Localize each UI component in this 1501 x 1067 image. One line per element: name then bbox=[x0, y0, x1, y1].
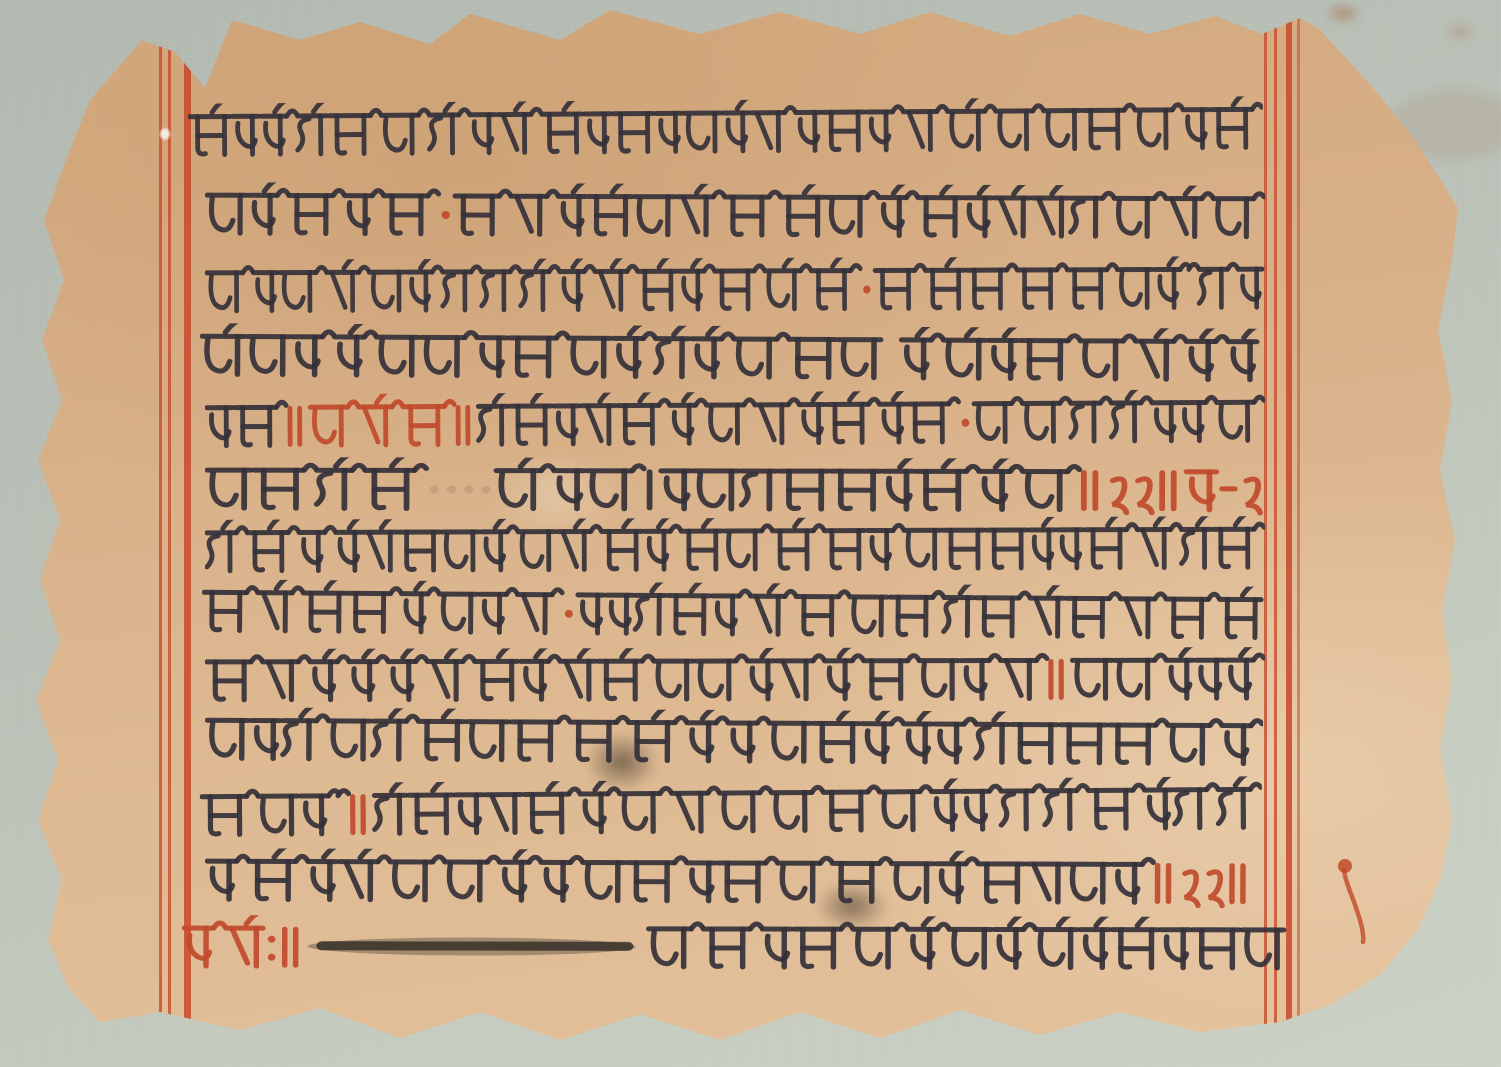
manuscript-line bbox=[205, 516, 1265, 584]
manuscript-line bbox=[202, 579, 1264, 650]
manuscript-line bbox=[205, 707, 1263, 777]
manuscript-line bbox=[205, 848, 1255, 916]
manuscript-line-strokes bbox=[205, 707, 1263, 777]
manuscript-line-strokes bbox=[205, 182, 1265, 250]
folio-number-mark bbox=[1332, 852, 1380, 952]
manuscript-line bbox=[182, 915, 1287, 981]
cloth-stain bbox=[1330, 6, 1356, 20]
manuscript-line-strokes bbox=[202, 579, 1264, 650]
manuscript-line-strokes bbox=[182, 915, 1287, 981]
manuscript-line bbox=[205, 457, 1267, 523]
manuscript-line bbox=[205, 182, 1265, 250]
manuscript-line bbox=[200, 323, 1260, 393]
manuscript-line-strokes bbox=[205, 848, 1255, 916]
manuscript-line-strokes bbox=[200, 776, 1262, 847]
manuscript-line bbox=[200, 776, 1262, 847]
manuscript-line-strokes bbox=[205, 256, 1265, 324]
cloth-stain bbox=[1450, 26, 1470, 37]
manuscript-line-strokes bbox=[205, 647, 1265, 713]
manuscript-line-strokes bbox=[205, 457, 1267, 523]
manuscript-line bbox=[205, 256, 1265, 324]
manuscript-line bbox=[188, 96, 1263, 168]
manuscript-line-strokes bbox=[200, 323, 1260, 393]
manuscript-line bbox=[205, 647, 1265, 713]
manuscript-line-strokes bbox=[205, 516, 1265, 584]
folio-number bbox=[1332, 852, 1380, 952]
manuscript-line-strokes bbox=[188, 96, 1263, 168]
ink-smudge bbox=[966, 10, 990, 25]
manuscript-line bbox=[205, 389, 1265, 459]
manuscript-line-strokes bbox=[205, 389, 1265, 459]
